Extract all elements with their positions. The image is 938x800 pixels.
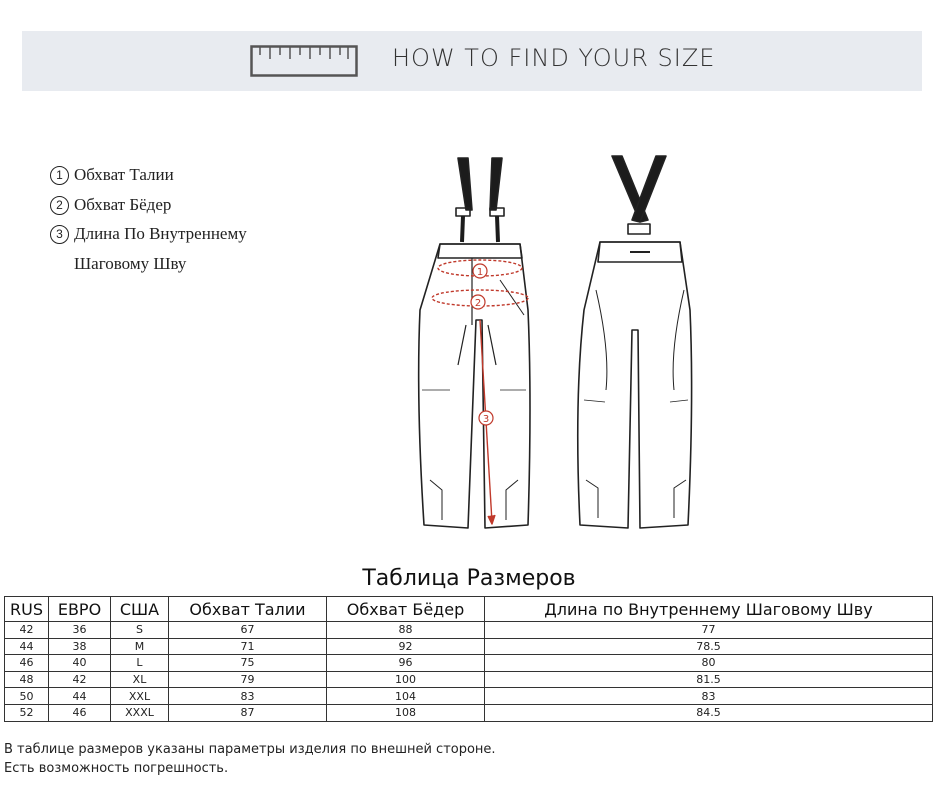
legend-item-inseam [50,219,247,249]
table-cell: 84.5 [485,704,933,721]
table-header-row [5,597,933,622]
column-header: Обхват Бёдер [327,597,485,622]
back-pants-outline [578,242,692,528]
table-cell: XXXL [111,704,169,721]
table-row [5,622,933,639]
footnote-line: В таблице размеров указаны параметры изделия по внешней стороне. [4,742,496,757]
measurement-legend [50,160,247,278]
legend-label: Обхват Талии [74,165,174,184]
legend-number: 2 [50,196,69,215]
footnote-line: Есть возможность погрешность. [4,761,229,776]
table-title: Таблица Размеров [362,566,576,591]
legend-item-hips [50,190,247,220]
ruler-icon [250,45,358,77]
table-cell: 100 [327,671,485,688]
column-header: Длина по Внутреннему Шаговому Шву [485,597,933,622]
table-cell: 80 [485,655,933,672]
table-cell: 108 [327,704,485,721]
pants-diagram [400,150,730,535]
table-cell: 38 [49,638,111,655]
page-title: HOW TO FIND YOUR SIZE [392,44,716,72]
table-row [5,638,933,655]
column-header: США [111,597,169,622]
column-header: ЕВРО [49,597,111,622]
column-header: RUS [5,597,49,622]
column-header: Обхват Талии [169,597,327,622]
footnote [4,740,496,778]
table-row [5,655,933,672]
table-cell: 50 [5,688,49,705]
table-cell: 46 [5,655,49,672]
marker-1-label: 1 [476,267,484,278]
front-pants-outline [419,244,530,528]
table-cell: 44 [5,638,49,655]
table-row [5,704,933,721]
header-banner [22,31,922,91]
table-cell: 79 [169,671,327,688]
table-cell: 42 [5,622,49,639]
table-cell: XXL [111,688,169,705]
marker-3-label: 3 [482,414,490,425]
back-suspenders [612,156,666,234]
legend-number: 1 [50,166,69,185]
table-cell: 96 [327,655,485,672]
table-cell: 52 [5,704,49,721]
table-cell: 44 [49,688,111,705]
marker-2-label: 2 [474,298,482,309]
table-cell: 40 [49,655,111,672]
legend-label: Обхват Бёдер [74,194,172,214]
table-cell: 88 [327,622,485,639]
table-cell: 92 [327,638,485,655]
size-table [4,596,933,722]
table-cell: 75 [169,655,327,672]
table-cell: 71 [169,638,327,655]
table-cell: L [111,655,169,672]
legend-item-inseam-cont: Шаговому Шву [74,253,187,273]
table-cell: 48 [5,671,49,688]
legend-number: 3 [50,225,69,244]
table-cell: 104 [327,688,485,705]
table-row [5,671,933,688]
table-cell: 67 [169,622,327,639]
table-cell: XL [111,671,169,688]
legend-item-waist [50,160,247,190]
table-cell: 83 [485,688,933,705]
legend-label: Длина По Внутреннему [74,224,247,243]
table-cell: 87 [169,704,327,721]
table-cell: 78.5 [485,638,933,655]
table-row [5,688,933,705]
table-cell: 77 [485,622,933,639]
table-cell: 83 [169,688,327,705]
table-cell: 81.5 [485,671,933,688]
table-cell: 42 [49,671,111,688]
front-suspenders [456,158,504,242]
table-cell: 36 [49,622,111,639]
table-cell: S [111,622,169,639]
table-cell: 46 [49,704,111,721]
table-cell: M [111,638,169,655]
